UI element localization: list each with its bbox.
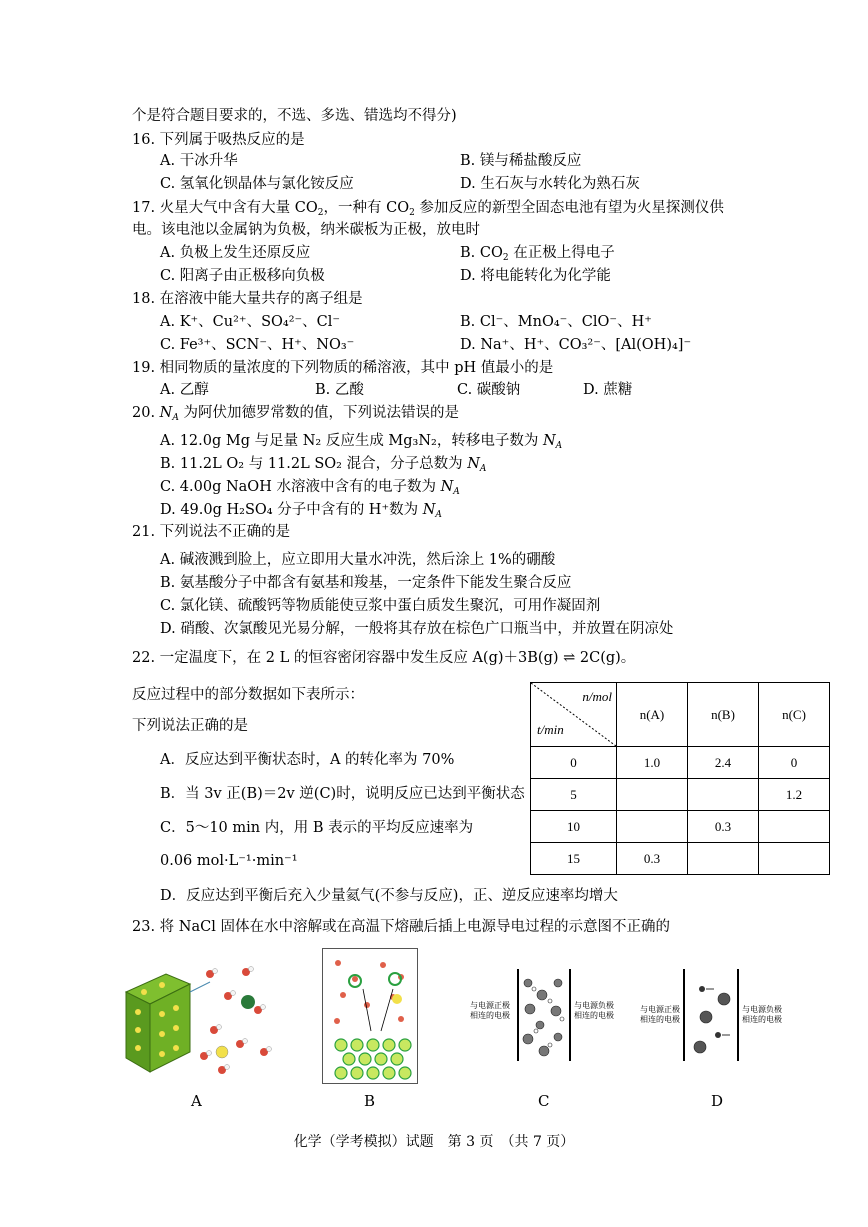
q16-stem: 16. 下列属于吸热反应的是 bbox=[132, 132, 305, 148]
q21-option-b: B. 氨基酸分子中都含有氨基和羧基，一定条件下能发生聚合反应 bbox=[160, 575, 572, 591]
q17-option-a: A. 负极上发生还原反应 bbox=[160, 245, 311, 261]
q21-option-c: C. 氯化镁、硫酸钙等物质能使豆浆中蛋白质发生聚沉，可用作凝固剂 bbox=[160, 598, 601, 614]
q18-option-a: A. K⁺、Cu²⁺、SO₄²⁻、Cl⁻ bbox=[160, 314, 341, 330]
table-cell: 2.4 bbox=[688, 747, 759, 779]
table-row bbox=[531, 811, 830, 843]
q20-stem: 20. $N_A$ 为阿伏加德罗常数的值，下列说法错误的是 bbox=[132, 405, 459, 423]
q22-option-a: A．反应达到平衡状态时，A 的转化率为 70% bbox=[160, 752, 455, 768]
table-header-cell: n(B) bbox=[688, 683, 759, 747]
table-row bbox=[531, 779, 830, 811]
table-row bbox=[531, 747, 830, 779]
q17-option-b: B. $CO_2$ 在正极上得电子 bbox=[460, 245, 615, 263]
table-row bbox=[531, 843, 830, 875]
q22-option-b: B．当 3v 正(B)＝2v 逆(C)时，说明反应已达到平衡状态 bbox=[160, 786, 525, 802]
q21-option-d: D. 硝酸、次氯酸见光易分解，一般将其存放在棕色广口瓶当中，并放置在阴凉处 bbox=[160, 621, 674, 637]
table-header-cell: n(A) bbox=[617, 683, 688, 747]
q22-data-table bbox=[530, 682, 830, 875]
q23-stem: 23. 将 NaCl 固体在水中溶解或在高温下熔融后插上电源导电过程的示意图不正确的 bbox=[132, 919, 670, 935]
q16-option-b: B. 镁与稀盐酸反应 bbox=[460, 153, 582, 169]
table-cell bbox=[759, 843, 830, 875]
section-note: 个是符合题目要求的，不选、多选、错选均不得分) bbox=[132, 108, 457, 124]
q22-question-line: 下列说法正确的是 bbox=[132, 718, 248, 734]
q16-option-d: D. 生石灰与水转化为熟石灰 bbox=[460, 176, 640, 192]
q20-option-a: A. 12.0g Mg 与足量 N₂ 反应生成 Mg₃N₂，转移电子数为 $N_A$ bbox=[160, 433, 563, 451]
corner-label-n: n/mol bbox=[582, 689, 612, 704]
q17-option-d: D. 将电能转化为化学能 bbox=[460, 268, 611, 284]
q19-option-b: B. 乙酸 bbox=[315, 382, 364, 398]
table-cell: 0 bbox=[531, 747, 617, 779]
q21-stem: 21. 下列说法不正确的是 bbox=[132, 524, 291, 540]
q17-option-c: C. 阳离子由正极移向负极 bbox=[160, 268, 325, 284]
q22-option-d: D．反应达到平衡后充入少量氦气(不参与反应)，正、逆反应速率均增大 bbox=[160, 888, 618, 904]
table-corner-cell bbox=[531, 683, 617, 747]
figure-label-d: D bbox=[711, 1092, 724, 1110]
figure-b-hydrated-ions bbox=[322, 948, 418, 1084]
table-cell: 0.3 bbox=[688, 811, 759, 843]
q18-option-b: B. Cl⁻、MnO₄⁻、ClO⁻、H⁺ bbox=[460, 314, 652, 330]
q18-option-c: C. Fe³⁺、SCN⁻、H⁺、NO₃⁻ bbox=[160, 337, 355, 353]
q22-stem: 22. 一定温度下，在 2 L 的恒容密闭容器中发生反应 A(g)＋3B(g) ⇌ 2C(g)。 bbox=[132, 650, 636, 666]
q18-stem: 18. 在溶液中能大量共存的离子组是 bbox=[132, 291, 363, 307]
q16-option-a: A. 干冰升华 bbox=[160, 153, 238, 169]
positive-electrode-label: 与电源正极相连的电极 bbox=[470, 1001, 510, 1020]
q22-option-c-continued: 0.06 mol·L⁻¹·min⁻¹ bbox=[160, 853, 298, 869]
table-cell: 0.3 bbox=[617, 843, 688, 875]
figure-a-dissolution bbox=[118, 952, 278, 1080]
table-cell: 0 bbox=[759, 747, 830, 779]
table-header-cell: n(C) bbox=[759, 683, 830, 747]
table-cell: 5 bbox=[531, 779, 617, 811]
corner-label-t: t/min bbox=[537, 722, 564, 737]
figure-d-molten-electrolysis bbox=[640, 965, 790, 1065]
q17-stem-line2: 电。该电池以金属钠为负极，纳米碳板为正极，放电时 bbox=[132, 222, 480, 238]
table-cell bbox=[759, 811, 830, 843]
q19-option-c: C. 碳酸钠 bbox=[457, 382, 521, 398]
figure-label-a: A bbox=[191, 1092, 202, 1110]
table-cell bbox=[617, 811, 688, 843]
positive-electrode-label: 与电源正极相连的电极 bbox=[640, 1005, 680, 1024]
page-footer: 化学（学考模拟）试题 第 3 页 （共 7 页） bbox=[293, 1134, 575, 1150]
q22-option-c: C．5～10 min 内，用 B 表示的平均反应速率为 bbox=[160, 820, 474, 836]
figure-label-c: C bbox=[538, 1092, 550, 1110]
q20-option-c: C. 4.00g NaOH 水溶液中含有的电子数为 $N_A$ bbox=[160, 479, 460, 497]
q18-option-d: D. Na⁺、H⁺、CO₃²⁻、[Al(OH)₄]⁻ bbox=[460, 337, 692, 353]
q20-option-d: D. 49.0g H₂SO₄ 分子中含有的 H⁺数为 $N_A$ bbox=[160, 502, 442, 520]
q17-stem-line1: 17. 火星大气中含有大量 $CO_2$，一种有 $CO_2$ 参加反应的新型全固态电池有望为火星探测仪供 bbox=[132, 200, 724, 218]
table-cell bbox=[617, 779, 688, 811]
table-cell: 1.2 bbox=[759, 779, 830, 811]
table-cell bbox=[688, 779, 759, 811]
q22-intro-line: 反应过程中的部分数据如下表所示： bbox=[132, 687, 364, 703]
table-cell bbox=[688, 843, 759, 875]
q19-option-d: D. 蔗糖 bbox=[583, 382, 633, 398]
table-cell: 1.0 bbox=[617, 747, 688, 779]
table-cell: 15 bbox=[531, 843, 617, 875]
negative-electrode-label: 与电源负极相连的电极 bbox=[742, 1005, 782, 1024]
q20-option-b: B. 11.2L O₂ 与 11.2L SO₂ 混合，分子总数为 $N_A$ bbox=[160, 456, 487, 474]
negative-electrode-label: 与电源负极相连的电极 bbox=[574, 1001, 614, 1020]
table-cell: 10 bbox=[531, 811, 617, 843]
figure-label-b: B bbox=[364, 1092, 376, 1110]
q16-option-c: C. 氢氧化钡晶体与氯化铵反应 bbox=[160, 176, 354, 192]
q21-option-a: A. 碱液溅到脸上，应立即用大量水冲洗，然后涂上 1%的硼酸 bbox=[160, 552, 556, 568]
q19-stem: 19. 相同物质的量浓度的下列物质的稀溶液，其中 pH 值最小的是 bbox=[132, 360, 554, 376]
q19-option-a: A. 乙醇 bbox=[160, 382, 209, 398]
figure-c-solution-electrolysis bbox=[470, 965, 620, 1065]
